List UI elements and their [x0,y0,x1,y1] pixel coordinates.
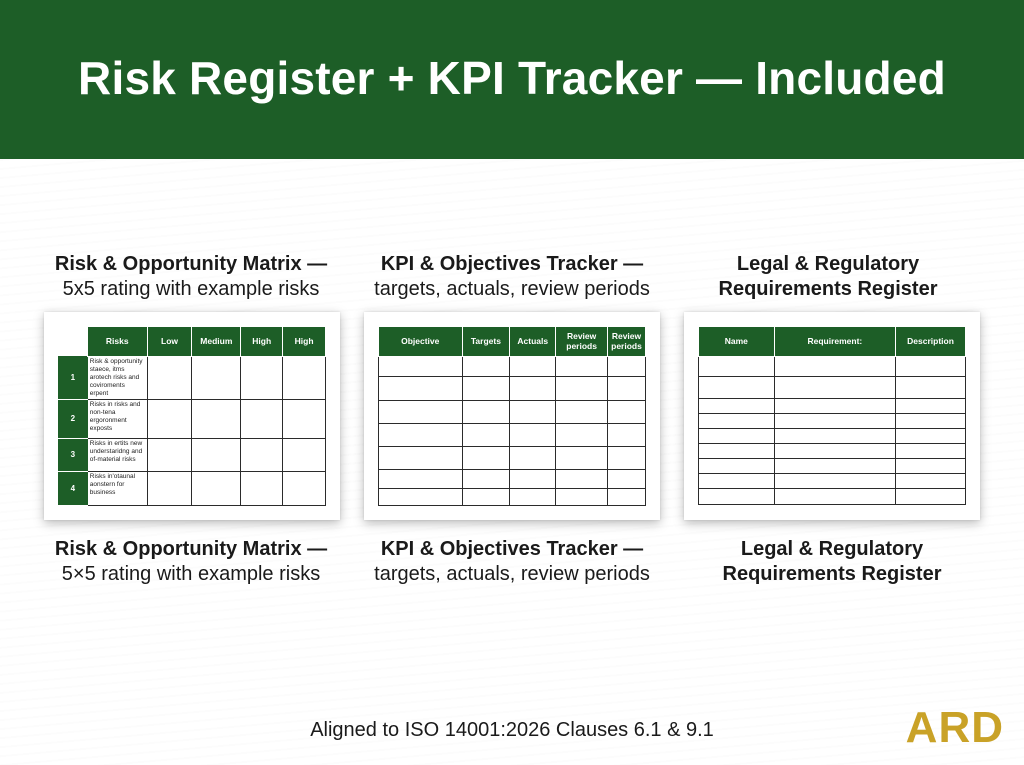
caption-kpi-tracker-bottom [362,537,662,587]
cell [699,443,775,458]
table-row [699,473,966,488]
page-title: Risk Register + KPI Tracker — Included [78,51,946,104]
rating-cell [147,438,192,471]
table-row [379,400,646,423]
rating-cell [192,356,241,399]
rating-cell [147,356,192,399]
rating-cell [283,471,326,505]
table-row [59,356,326,399]
cell [556,446,608,469]
table-row [699,488,966,504]
cell [774,458,896,473]
caption-legal-register-top [680,252,976,302]
header-cell: Review periods [608,327,646,356]
header-cell: Actuals [510,327,556,356]
cell [774,398,896,413]
cell [379,488,463,505]
table-row [59,438,326,471]
legal-register-preview [684,312,980,520]
header-cell: Targets [462,327,510,356]
cell [699,398,775,413]
header-cell: Requirement: [774,327,896,356]
caption-normal: targets, actuals, review periods [374,563,650,585]
cell [896,488,966,504]
cell [379,446,463,469]
cell [699,488,775,504]
cell [699,376,775,398]
cell [379,423,463,446]
table-row [699,458,966,473]
rating-cell [283,399,326,438]
row-number: 2 [59,399,88,438]
cell [774,488,896,504]
caption-bold: KPI & Objectives Tracker — [380,253,644,275]
table-row [379,488,646,505]
cell [462,400,510,423]
rating-cell [283,356,326,399]
kpi-tracker-table [378,327,646,506]
cell [510,488,556,505]
cell [608,446,646,469]
header-cell: Risks [87,327,147,356]
table-row [699,413,966,428]
risk-text: Risks in risks and non-tena ergoronment exposts [87,399,147,438]
cell [896,413,966,428]
header-cell: High [241,327,283,356]
cell [379,376,463,400]
risk-matrix-table [58,327,326,506]
cell [896,428,966,443]
iso-alignment-note: Aligned to ISO 14001:2026 Clauses 6.1 & 9.1 [310,719,714,741]
cell [379,469,463,488]
table-row [699,443,966,458]
cell [462,376,510,400]
caption-normal: 5×5 rating with example risks [61,563,321,585]
header-cell: Low [147,327,192,356]
cell [556,488,608,505]
header-cell: Medium [192,327,241,356]
caption-normal: 5x5 rating with example risks [62,278,320,300]
table-row [699,376,966,398]
cell [699,413,775,428]
cell [699,458,775,473]
table-row [699,398,966,413]
header-cell: Description [896,327,966,356]
rating-cell [147,399,192,438]
cell [556,469,608,488]
cell [462,469,510,488]
cell [896,473,966,488]
cell [510,356,556,376]
table-row [59,471,326,505]
cell [510,446,556,469]
table-row [379,446,646,469]
caption-normal: targets, actuals, review periods [374,278,650,300]
cell [462,423,510,446]
cell [510,469,556,488]
cell [608,356,646,376]
cell [699,428,775,443]
cell [608,469,646,488]
rating-cell [192,399,241,438]
rating-cell [283,438,326,471]
header-cell: Objective [379,327,463,356]
table-row [379,376,646,400]
caption-bold: Legal & Regulatory [736,253,920,275]
cell [774,473,896,488]
cell [608,376,646,400]
row-number: 3 [59,438,88,471]
risk-matrix-preview [44,312,340,520]
cell [774,356,896,376]
caption-legal-register-bottom [684,537,980,587]
table-row [379,356,646,376]
cell [774,428,896,443]
table-row [59,399,326,438]
risk-text: Risk & opportunity staece, itms arotech risks and coviroments erpent [87,356,147,399]
rating-cell [192,438,241,471]
table-row [379,469,646,488]
cell [510,400,556,423]
rating-cell [241,438,283,471]
cell [556,400,608,423]
cell [462,356,510,376]
row-number: 1 [59,356,88,399]
cell [896,376,966,398]
legal-register-table [698,327,966,505]
rating-cell [241,471,283,505]
cell [699,473,775,488]
rating-cell [241,356,283,399]
cell [608,400,646,423]
cell [699,356,775,376]
rating-cell [147,471,192,505]
risk-text: Risks in ertits new understaridng and of-material risks [87,438,147,471]
table-row [699,428,966,443]
cell [774,376,896,398]
cell [556,376,608,400]
cell [896,443,966,458]
cell [896,356,966,376]
cell [379,400,463,423]
risk-text: Risks in'otaunal aonstern for business [87,471,147,505]
caption-risk-matrix-top [43,252,339,302]
cell [556,423,608,446]
header-cell: High [283,327,326,356]
kpi-tracker-preview [364,312,660,520]
header-cell: Review periods [556,327,608,356]
cell [556,356,608,376]
caption-bold: KPI & Objectives Tracker — [380,538,644,560]
corner-cell [59,327,88,356]
ard-logo: ARD [905,703,1004,752]
table-row [379,423,646,446]
caption-bold: Risk & Opportunity Matrix — [54,253,328,275]
caption-risk-matrix-bottom [43,537,339,587]
cell [462,446,510,469]
caption-bold: Legal & Regulatory [740,538,924,560]
rating-cell [192,471,241,505]
cell [608,423,646,446]
table-row [699,356,966,376]
cell [510,423,556,446]
cell [608,488,646,505]
cell [774,443,896,458]
cell [379,356,463,376]
caption-kpi-tracker-top [362,252,662,302]
header-cell: Name [699,327,775,356]
cell [896,398,966,413]
cell [896,458,966,473]
title-banner [0,0,1024,159]
rating-cell [241,399,283,438]
cell [462,488,510,505]
caption-bold-2: Requirements Register [722,563,942,585]
row-number: 4 [59,471,88,505]
caption-bold: Risk & Opportunity Matrix — [54,538,328,560]
cell [510,376,556,400]
caption-bold-2: Requirements Register [718,278,938,300]
cell [774,413,896,428]
